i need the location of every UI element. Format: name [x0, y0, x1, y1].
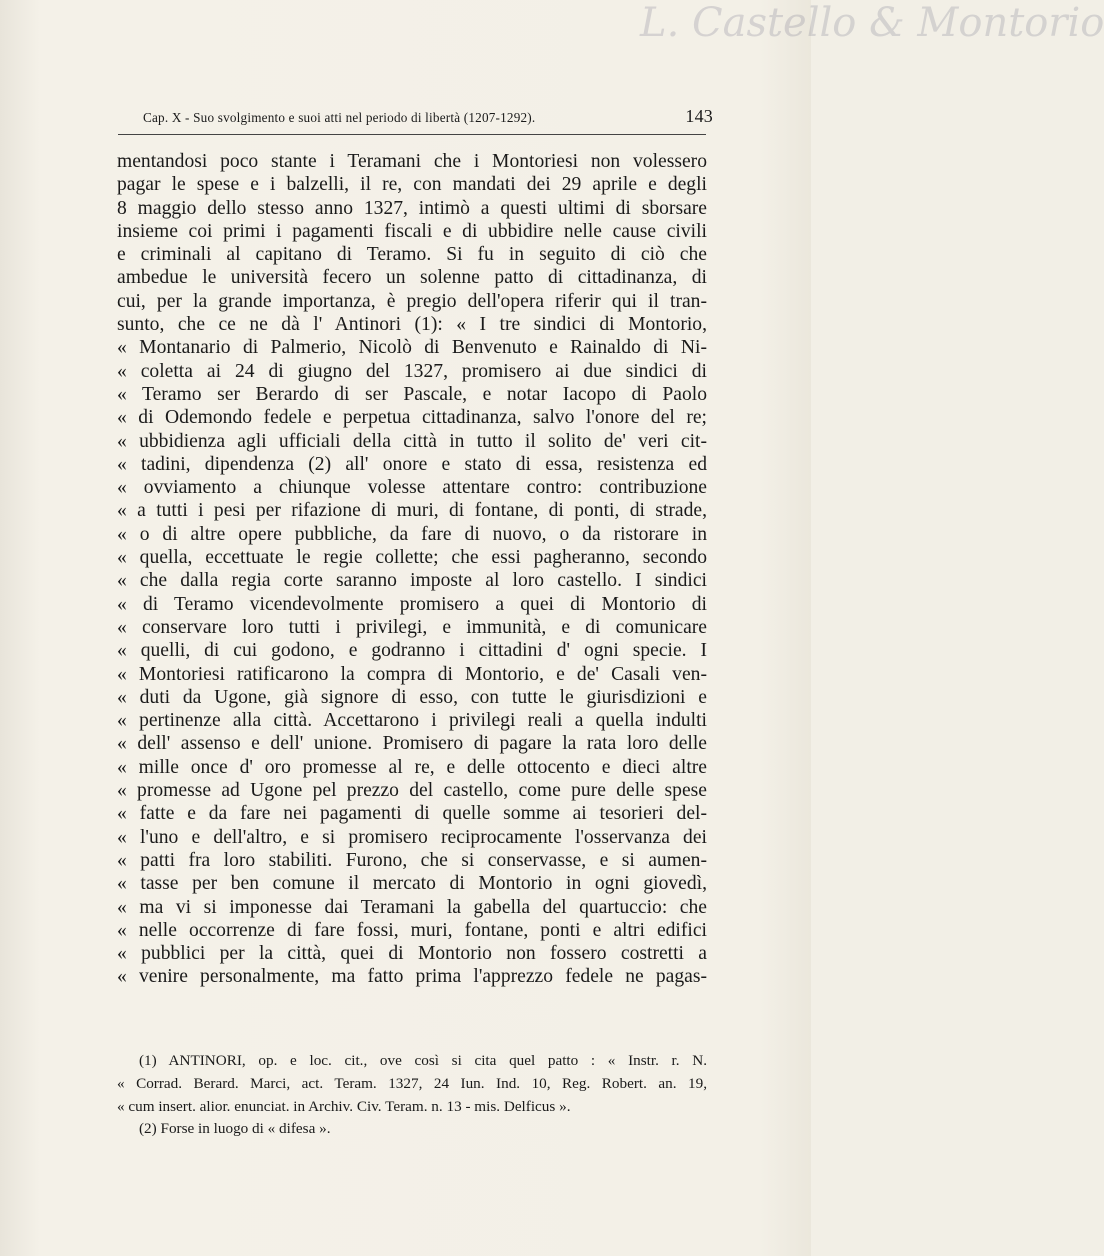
text-line: « o di altre opere pubbliche, da fare di nuovo, o da ristorare in	[117, 523, 707, 545]
header-rule	[118, 134, 706, 135]
page-number: 143	[685, 106, 713, 126]
text-line: « che dalla regia corte saranno imposte al loro castello. I sindici	[117, 570, 707, 592]
text-line: « ubbidienza agli ufficiali della città in tutto il solito de' veri cit-	[117, 430, 707, 452]
text-line: « Montoriesi ratificarono la compra di Montorio, e de' Casali ven-	[117, 663, 707, 685]
text-line: « fatte e da fare nei pagamenti di quelle somme ai tesorieri del-	[117, 803, 707, 825]
text-line: pagar le spese e i balzelli, il re, con mandati dei 29 aprile e degli	[117, 174, 707, 196]
text-line: « di Teramo vicendevolmente promisero a quei di Montorio di	[117, 593, 707, 615]
text-line: sunto, che ce ne dà l' Antinori (1): « I tre sindici di Montorio,	[117, 314, 707, 336]
text-line: cui, per la grande importanza, è pregio dell'opera riferir qui il tran-	[117, 290, 707, 312]
footnote-line: (1) ANTINORI, op. e loc. cit., ove così si cita quel patto : « Instr. r. N.	[139, 1052, 707, 1069]
text-line: « nelle occorrenze di fare fossi, muri, fontane, ponti e altri edifici	[117, 919, 707, 941]
text-line: « quelli, di cui godono, e godranno i cittadini d' ogni specie. I	[117, 640, 707, 662]
running-title: Cap. X - Suo svolgimento e suoi atti nel periodo di libertà (1207-1292).	[143, 110, 536, 125]
text-line: « dell' assenso e dell' unione. Promisero di pagare la rata loro delle	[117, 733, 707, 755]
text-line: « ma vi si imponesse dai Teramani la gabella del quartuccio: che	[117, 896, 707, 918]
text-line: « conservare loro tutti i privilegi, e immunità, e di comunicare	[117, 616, 707, 638]
running-header	[143, 106, 713, 130]
text-line: 8 maggio dello stesso anno 1327, intimò a questi ultimi di sborsare	[117, 197, 707, 219]
text-line: « pubblici per la città, quei di Montorio non fossero costretti a	[117, 943, 707, 965]
text-line: « venire personalmente, ma fatto prima l'apprezzo fedele ne pagas-	[117, 966, 707, 988]
text-line: « patti fra loro stabiliti. Furono, che si conservasse, e si aumen-	[117, 849, 707, 871]
text-line: insieme coi primi i pagamenti fiscali e di ubbidire nelle cause civili	[117, 220, 707, 242]
footnotes	[117, 1050, 707, 1141]
text-line: « tasse per ben comune il mercato di Montorio in ogni giovedì,	[117, 873, 707, 895]
footnote-line: « Corrad. Berard. Marci, act. Teram. 1327, 24 Iun. Ind. 10, Reg. Robert. an. 19,	[117, 1074, 707, 1092]
text-line: « a tutti i pesi per rifazione di muri, di fontane, di ponti, di strade,	[117, 500, 707, 522]
text-line: « quella, eccettuate le regie collette; che essi pagheranno, secondo	[117, 547, 707, 569]
handwritten-show-through: L. Castello & Montorio	[640, 0, 1104, 46]
text-line: « mille once d' oro promesse al re, e delle ottocento e dieci altre	[117, 756, 707, 778]
text-line: « Teramo ser Berardo di ser Pascale, e notar Iacopo di Paolo	[117, 383, 707, 405]
text-line: « l'uno e dell'altro, e si promisero reciprocamente l'osservanza dei	[117, 826, 707, 848]
text-line: « promesse ad Ugone pel prezzo del castello, come pure delle spese	[117, 780, 707, 802]
text-line: « ovviamento a chiunque volesse attentare contro: contribuzione	[117, 477, 707, 499]
text-line: « di Odemondo fedele e perpetua cittadinanza, salvo l'onore del re;	[117, 407, 707, 429]
text-line: « Montanario di Palmerio, Nicolò di Benvenuto e Rainaldo di Ni-	[117, 337, 707, 359]
text-line: ambedue le università fecero un solenne patto di cittadinanza, di	[117, 267, 707, 289]
text-line: mentandosi poco stante i Teramani che i Montoriesi non volessero	[117, 151, 707, 172]
text-line: e criminali al capitano di Teramo. Si fu in seguito di ciò che	[117, 244, 707, 266]
body-text	[117, 150, 707, 989]
footnote-line: (2) Forse in luogo di « difesa ».	[139, 1120, 331, 1138]
text-line: « coletta ai 24 di giugno del 1327, promisero ai due sindici di	[117, 360, 707, 382]
footnote-line: « cum insert. alior. enunciat. in Archiv. Civ. Teram. n. 13 - mis. Delficus ».	[117, 1097, 571, 1115]
text-line: « pertinenze alla città. Accettarono i privilegi reali a quella indulti	[117, 710, 707, 732]
text-line: « tadini, dipendenza (2) all' onore e stato di essa, resistenza ed	[117, 453, 707, 475]
text-line: « duti da Ugone, già signore di esso, con tutte le giurisdizioni e	[117, 686, 707, 708]
